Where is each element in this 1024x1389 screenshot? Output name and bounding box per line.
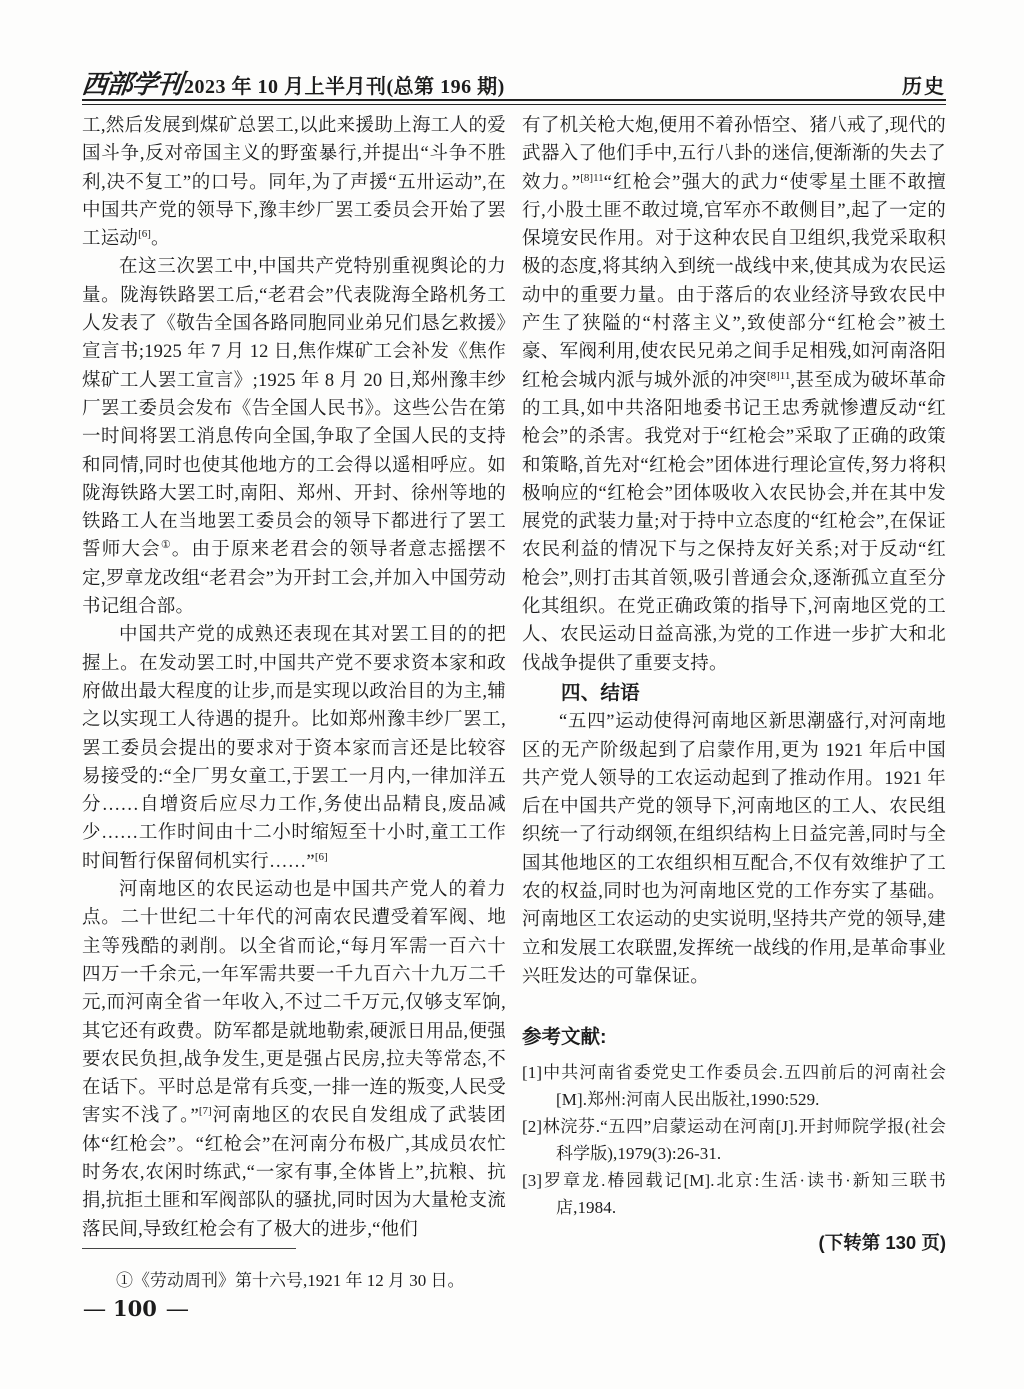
reference-superscript: [6] <box>138 228 151 241</box>
left-column <box>82 112 506 1255</box>
text-run: 在这三次罢工中,中国共产党特别重视舆论的力量。陇海铁路罢工后,“老君会”代表陇海全路机务工人发表了《敬告全国各路同胞同业弟兄们恳乞救援》宣言书;1925 年 7 月 12 日,焦作煤矿工会补发《焦作煤矿工人罢工宣言》;1925 年 8 月 20 日,郑州豫丰纱厂罢工委员会发布《告全国人民书》。这些公告在第一时间将罢工消息传向全国,争取了全国人民的支持和同情,同时也使其他地方的工会得以遥相呼应。如陇海铁路大罢工时,南阳、郑州、开封、徐州等地的铁路工人在当地罢工委员会的领导下都进行了罢工誓师大会 <box>82 257 506 561</box>
text-run: 河南地区的农民运动也是中国共产党人的着力点。二十世纪二十年代的河南农民遭受着军阀、地主等残酷的剥削。以全省而论,“每月军需一百六十四万一千余元,一年军需共要一千九百六十九万二千元,而河南全省一年收入,不过二千万元,仅够支军饷,其它还有政费。防军都是就地勒索,硬派日用品,便强要农民负担,战争发生,更是强占民房,拉夫等常态,不在话下。平时总是常有兵变,一排一连的叛变,人民受害实不浅了。” <box>82 880 506 1127</box>
paragraph <box>82 253 506 621</box>
section-label: 历史 <box>902 76 946 98</box>
footnote-rule <box>82 1248 296 1249</box>
reference-item: [2]林浣芬.“五四”启蒙运动在河南[J].开封师院学报(社会科学版),1979(3):26-31. <box>522 1117 946 1164</box>
right-column-paragraphs <box>522 112 946 991</box>
paragraph <box>82 621 506 876</box>
references-list <box>522 1059 946 1221</box>
reference-superscript: [7] <box>198 1105 212 1118</box>
text-run: 中国共产党的成熟还表现在其对罢工目的的把握上。在发动罢工时,中国共产党不要求资本家和政府做出最大程度的让步,而是实现以政治目的为主,辅之以实现工人待遇的提升。比如郑州豫丰纱厂罢工,罢工委员会提出的要求对于资本家而言还是比较容易接受的:“全厂男女童工,于罢工一月内,一律加洋五分……自增资后应尽力工作,务使出品精良,废品减少……工作时间由十二小时缩短至十小时,童工工作时间暂行保留伺机实行……” <box>82 625 506 872</box>
continuation-note: (下转第 130 页) <box>818 1232 946 1254</box>
issue-info: 2023 年 10 月上半月刊(总第 196 期) <box>184 76 505 98</box>
footnote: ①《劳动周刊》第十六号,1921 年 12 月 30 日。 <box>116 1271 465 1290</box>
header-rule <box>82 99 946 105</box>
text-run: “红枪会”强大的武力“使零星土匪不敢擅行,小股土匪不敢过境,官军亦不敢侧目”,起了一定的保境安民作用。对于这种农民自卫组织,我党采取积极的态度,将其纳入到统一战线中来,使其成为农民运动中的重要力量。由于落后的农业经济导致农民中产生了狭隘的“村落主义”,致使部分“红枪会”被土豪、军阀利用,使农民兄弟之间手足相残,如河南洛阳红枪会城内派与城外派的冲突 <box>522 172 946 391</box>
page-number-right-dash: — <box>166 1296 186 1320</box>
paragraph <box>522 708 946 991</box>
reference-superscript: [8]11 <box>766 369 791 382</box>
text-run: 四、结语 <box>561 681 640 704</box>
right-column <box>522 112 946 1255</box>
section-heading <box>522 678 946 708</box>
reference-superscript: [8]11 <box>580 171 604 184</box>
text-run: “五四”运动使得河南地区新思潮盛行,对河南地区的无产阶级起到了启蒙作用,更为 1921 年后中国共产党人领导的工农运动起到了推动作用。1921 年后在中国共产党的领导下,河南地区的工人、农民组织统一了行动纲领,在组织结构上日益完善,同时与全国其他地区的工农组织相互配合,不仅有效维护了工农的权益,同时也为河南地区党的工作夯实了基础。河南地区工农运动的史实说明,坚持共产党的领导,建立和发展工农联盟,发挥统一战线的作用,是革命事业兴旺发达的可靠保证。 <box>522 712 946 987</box>
references-heading: 参考文献: <box>522 1026 607 1049</box>
reference-superscript: [6] <box>314 850 328 863</box>
reference-item: [3]罗章龙.椿园载记[M].北京:生活·读书·新知三联书店,1984. <box>522 1171 946 1218</box>
text-run: 。由于原来老君会的领导者意志摇摆不定,罗章龙改组“老君会”为开封工会,并加入中国劳动书记组合部。 <box>82 540 506 618</box>
page-number-left-dash: — <box>84 1296 103 1320</box>
journal-logo: 西部学刊 <box>80 70 184 100</box>
reference-superscript: ① <box>160 539 172 552</box>
page-number-value: 100 <box>113 1296 157 1321</box>
paragraph <box>82 876 506 1244</box>
page-number <box>84 1296 186 1321</box>
reference-item: [1]中共河南省委党史工作委员会.五四前后的河南社会[M].郑州:河南人民出版社,1990:529. <box>522 1063 946 1110</box>
article-body <box>82 112 946 1255</box>
paragraph <box>82 112 506 253</box>
text-run: 工,然后发展到煤矿总罢工,以此来援助上海工人的爱国斗争,反对帝国主义的野蛮暴行,并提出“斗争不胜利,决不复工”的口号。同年,为了声援“五卅运动”,在中国共产党的领导下,豫丰纱厂罢工委员会开始了罢工运动 <box>82 116 506 250</box>
text-run: 河南地区的农民自发组成了武装团体“红枪会”。“红枪会”在河南分布极广,其成员农忙时务农,农闲时练武,“一家有事,全体皆上”,抗粮、抗捐,抗拒土匪和军阀部队的骚扰,同时因为大量枪支流落民间,导致红枪会有了极大的进步,“他们 <box>82 1106 506 1240</box>
text-run: 。 <box>150 229 170 250</box>
text-run: ,甚至成为破坏革命的工具,如中共洛阳地委书记王忠秀就惨遭反动“红枪会”的杀害。我党对于“红枪会”采取了正确的政策和策略,首先对“红枪会”团体进行理论宣传,努力将积极响应的“红枪会”团体吸收入农民协会,并在其中发展党的武装力量;对于持中立态度的“红枪会”,在保证农民利益的情况下与之保持友好关系;对于反动“红枪会”,则打击其首领,吸引普通会众,逐渐孤立直至分化其组织。在党正确政策的指导下,河南地区党的工人、农民运动日益高涨,为党的工作进一步扩大和北伐战争提供了重要支持。 <box>522 370 946 674</box>
paragraph <box>522 112 946 678</box>
text-run: 有了机关枪大炮,便用不着孙悟空、猪八戒了,现代的武器入了他们手中,五行八卦的迷信,便渐渐的失去了效力。” <box>522 116 946 193</box>
page-header <box>82 64 946 101</box>
